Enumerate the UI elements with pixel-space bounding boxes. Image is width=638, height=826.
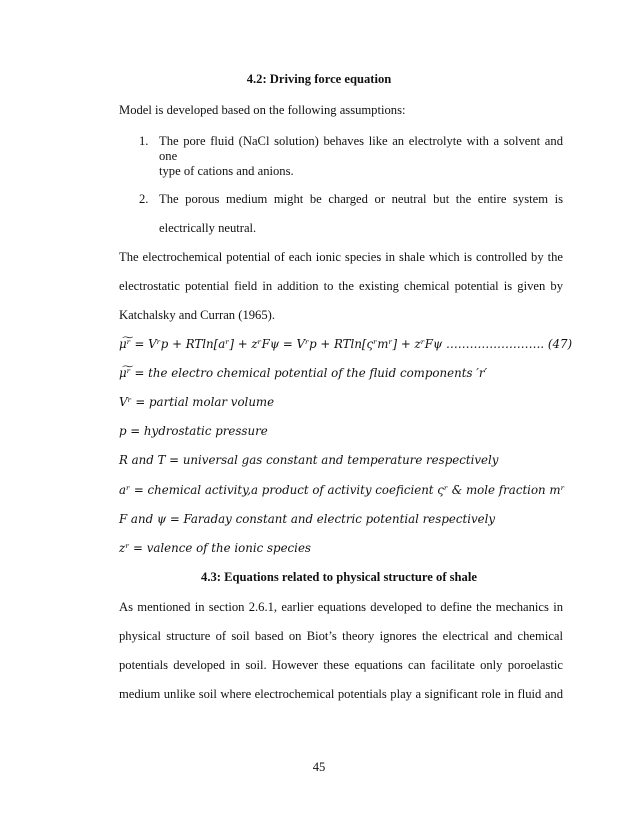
paragraph-line: medium unlike soil where electrochemical potentials play a significant role in fluid and (119, 687, 563, 701)
paragraph-line: potentials developed in soil. However these equations can facilitate only poroelastic (119, 658, 563, 672)
definition-line: μ͠ʳ = the electro chemical potential of the fluid components ′r′ (119, 366, 488, 380)
paragraph-line: The electrochemical potential of each ionic species in shale which is controlled by the (119, 250, 563, 264)
paragraph-line: As mentioned in section 2.6.1, earlier equations developed to define the mechanics in (119, 600, 563, 614)
page-number: 45 (312, 760, 326, 774)
definition-line: zʳ = valence of the ionic species (119, 541, 311, 555)
paragraph-line: electrostatic potential field in addition to the existing chemical potential is given by (119, 279, 563, 293)
assumption-text-line: The pore fluid (NaCl solution) behaves like an electrolyte with a solvent and one (159, 134, 563, 163)
section-heading-4-3: 4.3: Equations related to physical structure of shale (201, 570, 477, 584)
assumption-text-line: type of cations and anions. (159, 164, 294, 178)
definition-line: aʳ = chemical activity,a product of activity coeficient ςʳ & mole fraction mʳ (119, 483, 565, 497)
assumption-number: 2. (139, 192, 149, 206)
definition-line: F and ψ = Faraday constant and electric potential respectively (119, 512, 496, 526)
paragraph-line: physical structure of soil based on Biot’s theory ignores the electrical and chemical (119, 629, 563, 643)
section-heading-4-2: 4.2: Driving force equation (246, 72, 392, 86)
assumption-text-line: The porous medium might be charged or neutral but the entire system is (159, 192, 563, 206)
definition-line: p = hydrostatic pressure (119, 424, 268, 438)
definition-line: R and T = universal gas constant and temperature respectively (119, 453, 499, 467)
assumptions-intro: Model is developed based on the following assumptions: (119, 103, 406, 117)
paragraph-line: Katchalsky and Curran (1965). (119, 308, 275, 322)
definition-line: Vʳ = partial molar volume (119, 395, 275, 409)
assumption-number: 1. (139, 134, 149, 148)
equation-47: μ͠ʳ = Vʳp + RTln[aʳ] + zʳFψ = Vʳp + RTln[ςʳmʳ] + zʳFψ ……………………. (47) (119, 337, 573, 351)
assumption-text-line: electrically neutral. (159, 221, 257, 235)
